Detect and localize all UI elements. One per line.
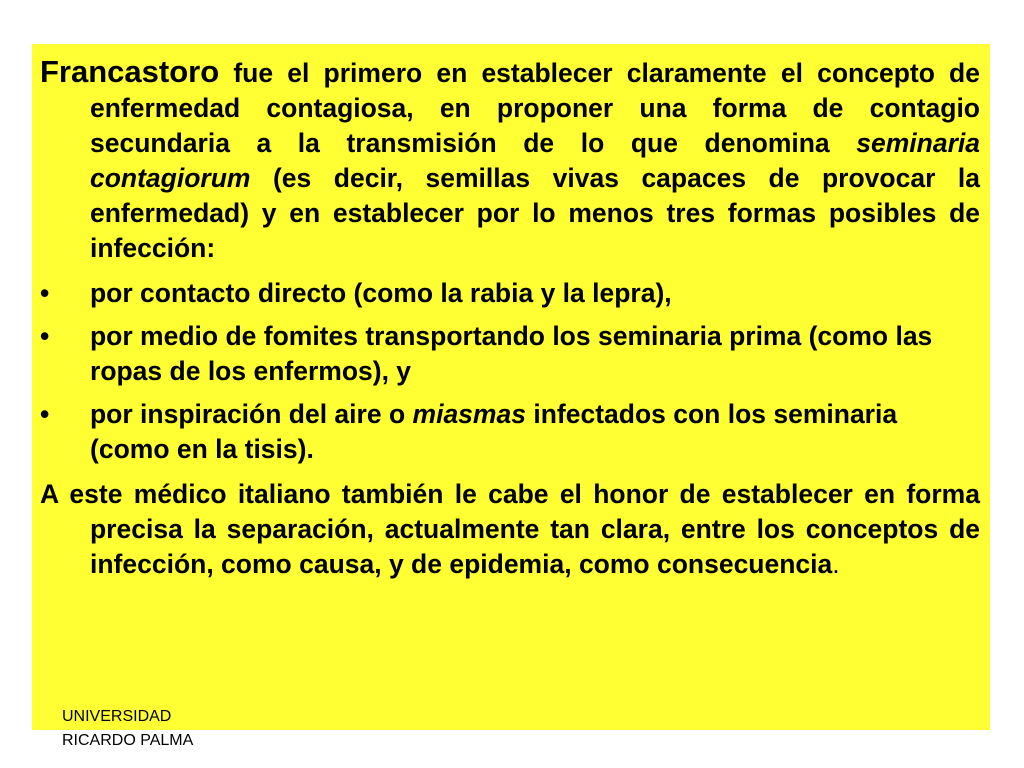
- intro-name: Francastoro: [40, 54, 220, 89]
- university-line-2: RICARDO PALMA: [62, 732, 194, 749]
- bullet-icon: •: [40, 278, 50, 308]
- closing-period: .: [832, 549, 840, 579]
- university-line-1: UNIVERSIDAD: [62, 708, 172, 725]
- intro-italic-term: seminaria contagiorum: [90, 128, 980, 193]
- bullet-italic-term: miasmas: [412, 399, 526, 429]
- bullet-text: por medio de fomites transportando los seminaria prima (como las ropas de los enfermos), y: [90, 321, 933, 386]
- closing-text: A este médico italiano también le cabe el honor de establecer en forma precisa la separación, actualmente tan clara, entre los conceptos de infección, como causa, y de epidemia, como consecuencia: [40, 479, 980, 579]
- intro-text-b: (es decir, semillas vivas capaces de provocar la enfermedad) y en establecer por lo menos tres formas posibles de infección:: [90, 163, 980, 263]
- bullet-text: por contacto directo (como la rabia y la lepra),: [90, 278, 672, 308]
- bullet-text-b: infectados con los seminaria (como en la tisis).: [90, 399, 898, 464]
- bullet-item-contact: [40, 276, 980, 311]
- closing-paragraph: [40, 477, 980, 582]
- intro-paragraph: [40, 54, 980, 266]
- bullet-icon: •: [40, 321, 50, 351]
- slide-content: [40, 54, 980, 582]
- slide-panel: [32, 44, 990, 730]
- bullet-icon: •: [40, 399, 50, 429]
- bullet-item-air: [40, 397, 980, 467]
- university-footer: [62, 705, 193, 753]
- bullet-item-fomites: [40, 319, 980, 389]
- bullet-text-a: por inspiración del aire o: [90, 399, 406, 429]
- intro-text-a: fue el primero en establecer claramente el concepto de enfermedad contagiosa, en proponer una forma de contagio secundaria a la transmisión de lo que denomina: [90, 58, 980, 158]
